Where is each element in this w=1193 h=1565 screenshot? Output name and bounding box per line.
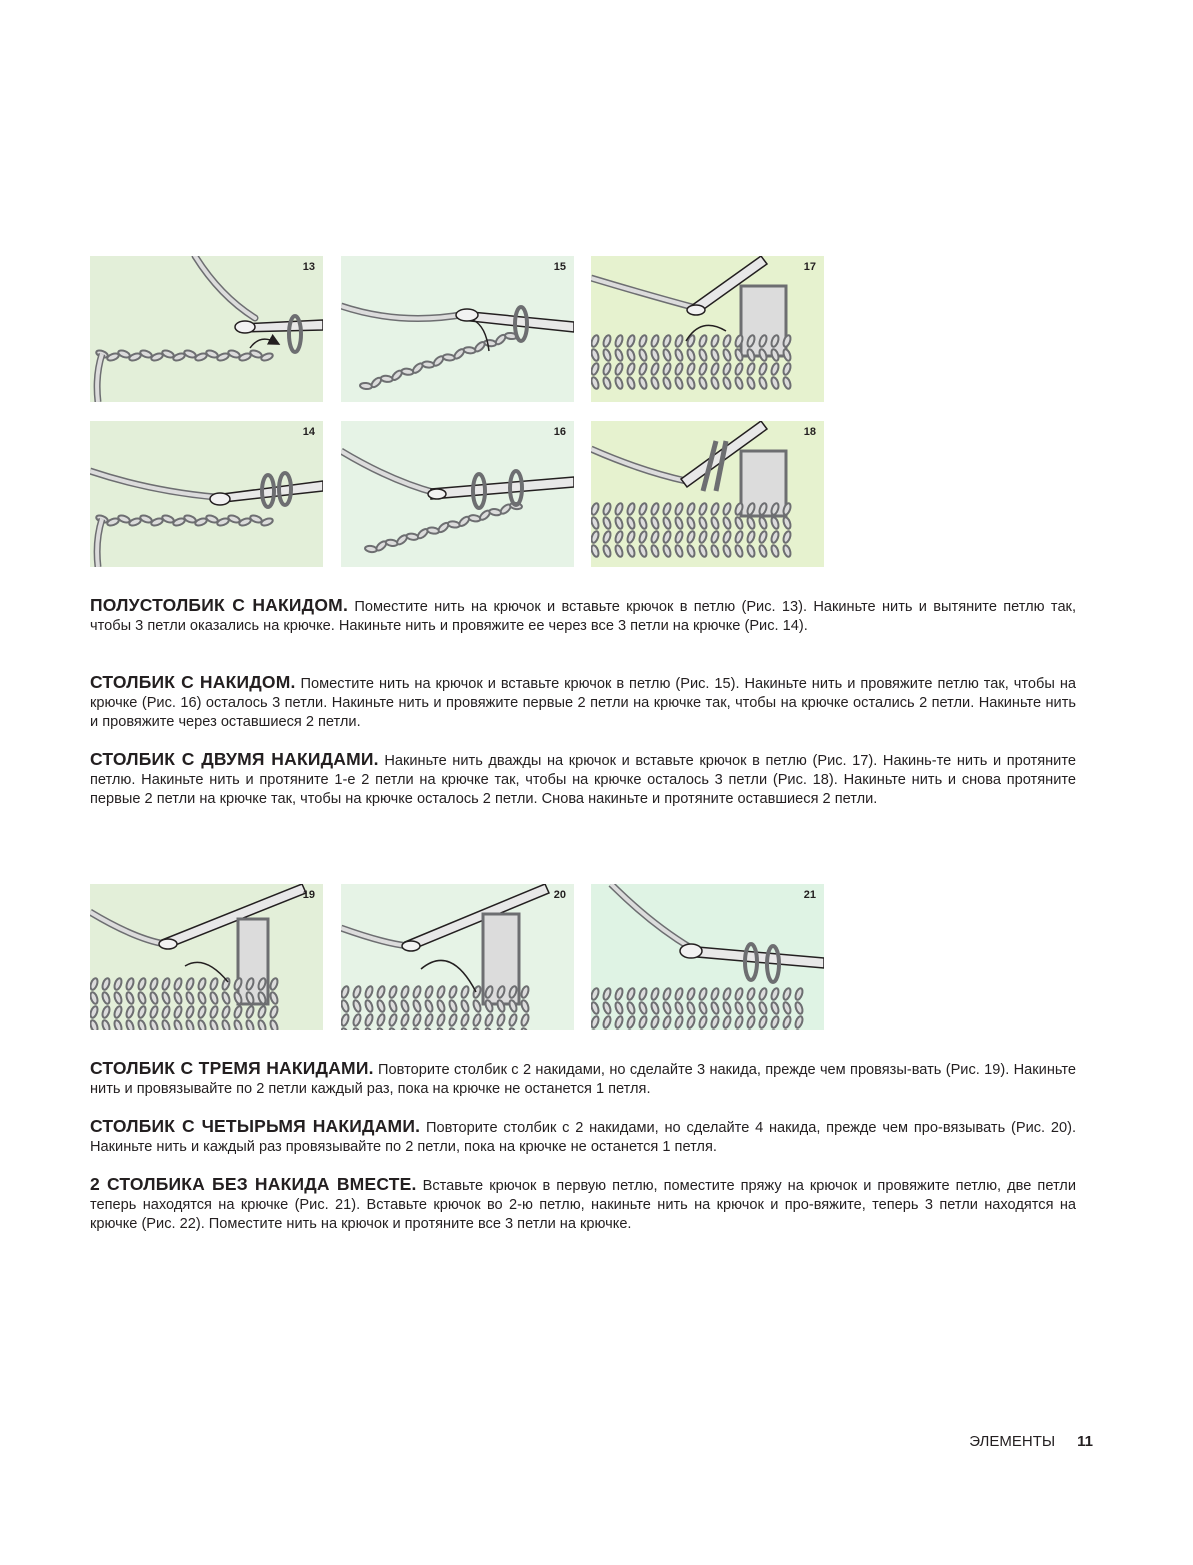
section-name: ЭЛЕМЕНТЫ — [969, 1433, 1056, 1450]
instruction-title: СТОЛБИК С ЧЕТЫРЬМЯ НАКИДАМИ. — [90, 1116, 421, 1136]
instruction-title: СТОЛБИК С НАКИДОМ. — [90, 672, 296, 692]
crochet-illustration — [90, 256, 323, 402]
crochet-illustration — [591, 421, 824, 567]
figure-number: 19 — [302, 889, 315, 901]
page-footer — [969, 1433, 1093, 1450]
figure-14 — [90, 421, 323, 567]
instruction-paragraph — [90, 1175, 1076, 1234]
instruction-text: Повторите столбик с 2 накидами, но сделайте 4 накида, прежде чем про-вязывать (Рис. 20). Накиньте нить и каждый раз провязывайте по 2 петли, пока на крючке не останется 1 петля. — [90, 1120, 1077, 1155]
figure-number: 15 — [553, 261, 566, 273]
instruction-title: ПОЛУСТОЛБИК С НАКИДОМ. — [90, 595, 349, 615]
figure-13 — [90, 256, 323, 402]
figure-number: 18 — [803, 426, 816, 438]
crochet-illustration — [341, 256, 574, 402]
instruction-title: 2 СТОЛБИКА БЕЗ НАКИДА ВМЕСТЕ. — [90, 1174, 417, 1194]
figure-number: 20 — [553, 889, 566, 901]
crochet-illustration — [591, 256, 824, 402]
figure-number: 21 — [803, 889, 816, 901]
instruction-title: СТОЛБИК С ТРЕМЯ НАКИДАМИ. — [90, 1058, 374, 1078]
instruction-paragraph — [90, 673, 1076, 732]
figure-number: 16 — [553, 426, 566, 438]
crochet-illustration — [90, 884, 323, 1030]
instruction-paragraph — [90, 596, 1076, 636]
instruction-text: Поместите нить на крючок и вставьте крючок в петлю (Рис. 13). Накиньте нить и вытяните петлю так, чтобы 3 петли оказались на крючке. Накиньте нить и провяжите ее через все 3 петли на крючке (Рис. 14). — [90, 599, 1077, 634]
figure-number: 14 — [302, 426, 315, 438]
figure-15 — [341, 256, 574, 402]
crochet-illustration — [90, 421, 323, 567]
instruction-paragraph — [90, 750, 1076, 809]
instruction-text: Поместите нить на крючок и вставьте крючок в петлю (Рис. 15). Накиньте нить и провяжите петлю так, чтобы на крючке (Рис. 16) осталось 3 петли. Накиньте нить и провяжите первые 2 петли на крючке так, чтобы на крючке остались 2 петли. Накиньте нить и провяжите через оставшиеся 2 петли. — [90, 676, 1077, 730]
figure-19 — [90, 884, 323, 1030]
crochet-illustration — [341, 421, 574, 567]
instruction-text: Вставьте крючок в первую петлю, поместите пряжу на крючок и провяжите петлю, две петли теперь находятся на крючке (Рис. 21). Вставьте крючок во 2-ю петлю, накиньте нить на крючок и про-вяжите, теперь 3 петли находятся на крючке (Рис. 22). Поместите нить на крючок и протяните все 3 петли на крючке. — [90, 1178, 1076, 1232]
figure-number: 13 — [302, 261, 315, 273]
figure-18 — [591, 421, 824, 567]
figure-17 — [591, 256, 824, 402]
figure-16 — [341, 421, 574, 567]
instruction-paragraph — [90, 1117, 1076, 1157]
instruction-text: Повторите столбик с 2 накидами, но сделайте 3 накида, прежде чем провязы-вать (Рис. 19). Накиньте нить и провязывайте по 2 петли каждый раз, пока на крючке не останется 1 петля. — [90, 1062, 1076, 1097]
page-number: 11 — [1077, 1433, 1093, 1450]
instruction-paragraph — [90, 1059, 1076, 1099]
figure-number: 17 — [803, 261, 816, 273]
crochet-illustration — [341, 884, 574, 1030]
instruction-title: СТОЛБИК С ДВУМЯ НАКИДАМИ. — [90, 749, 379, 769]
instruction-text: Накиньте нить дважды на крючок и вставьте крючок в петлю (Рис. 17). Накинь-те нить и протяните петлю. Накиньте нить и протяните 1-е 2 петли на крючке так, чтобы на крючке осталось 3 петли (Рис. 18). Накиньте нить и снова протяните первые 2 петли на крючке так, чтобы на крючке осталось 2 петли. Снова накиньте и протяните оставшиеся 2 петли. — [90, 753, 1076, 807]
figure-21 — [591, 884, 824, 1030]
figure-20 — [341, 884, 574, 1030]
crochet-illustration — [591, 884, 824, 1030]
